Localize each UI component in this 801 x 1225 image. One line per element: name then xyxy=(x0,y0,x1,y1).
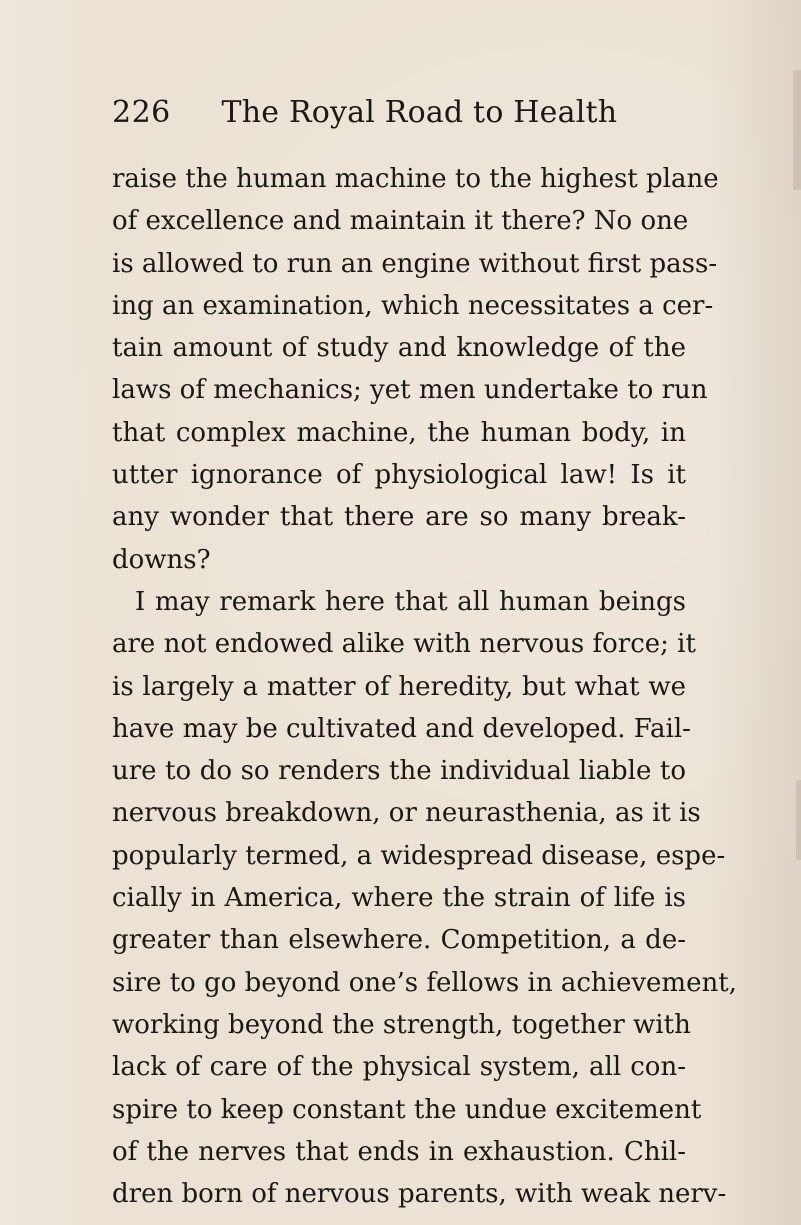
text-line: utter ignorance of physiological law! Is it xyxy=(112,460,686,491)
text-line: working beyond the strength, together with xyxy=(112,1009,691,1040)
paragraph-start-line: I may remark here that all human beings xyxy=(135,586,686,617)
text-line: have may be cultivated and developed. Fail- xyxy=(112,713,691,744)
text-line: popularly termed, a widespread disease, espe- xyxy=(112,840,726,871)
text-line: greater than elsewhere. Competition, a de- xyxy=(112,925,686,956)
page-edge-shadow xyxy=(793,70,801,190)
text-line: raise the human machine to the highest plane xyxy=(112,164,719,194)
text-line: downs? xyxy=(112,544,211,575)
text-line: lack of care of the physical system, all con- xyxy=(112,1052,686,1083)
text-line: cially in America, where the strain of life is xyxy=(112,883,686,914)
text-line: that complex machine, the human body, in xyxy=(112,417,686,448)
text-line: sire to go beyond one’s fellows in achievement, xyxy=(112,967,737,998)
text-line: ing an examination, which necessitates a cer- xyxy=(112,290,714,321)
text-line: any wonder that there are so many break- xyxy=(112,502,686,533)
text-line: is largely a matter of heredity, but what we xyxy=(112,671,686,702)
text-line: are not endowed alike with nervous force; it xyxy=(112,629,696,660)
text-line: laws of mechanics; yet men undertake to run xyxy=(112,375,708,406)
page-edge-shadow xyxy=(796,780,801,860)
page-number: 226 xyxy=(112,95,171,130)
text-line: of excellence and maintain it there? No one xyxy=(112,206,689,237)
text-line: is allowed to run an engine without first pass- xyxy=(112,248,718,279)
text-line: dren born of nervous parents, with weak nerv- xyxy=(112,1179,727,1210)
text-line: tain amount of study and knowledge of the xyxy=(112,333,686,364)
text-line: ure to do so renders the individual liable to xyxy=(112,756,686,787)
text-line: nervous breakdown, or neurasthenia, as it is xyxy=(112,798,701,829)
running-title: The Royal Road to Health xyxy=(221,95,618,130)
running-header xyxy=(112,91,672,135)
body-text xyxy=(112,158,737,1215)
text-line: of the nerves that ends in exhaustion. Chil- xyxy=(112,1136,686,1167)
text-line: spire to keep constant the undue excitement xyxy=(112,1094,702,1125)
